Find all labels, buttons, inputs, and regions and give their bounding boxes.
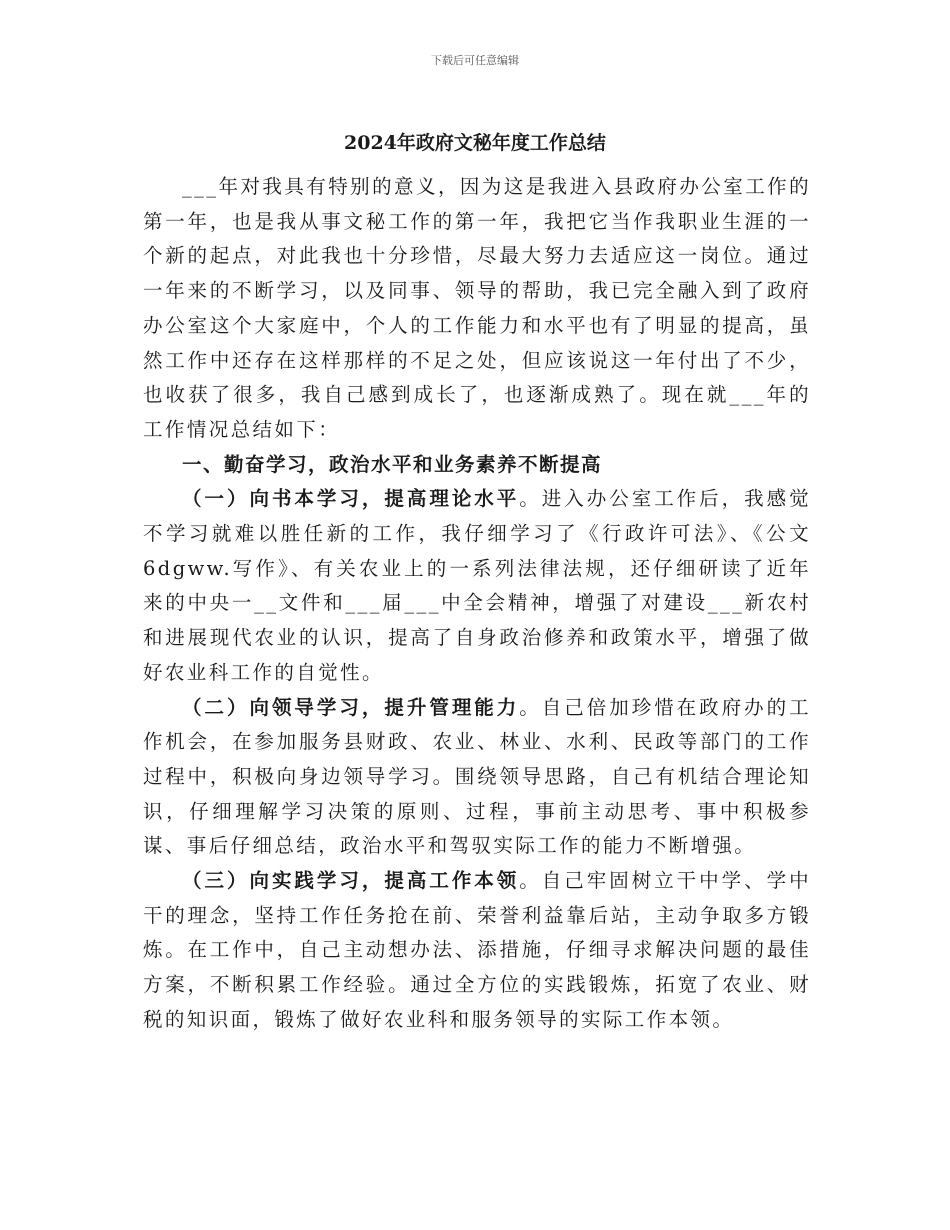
item-lead: （二）向领导学习，提升管理能力 — [182, 695, 520, 719]
item-lead: （三）向实践学习，提高工作本领 — [182, 869, 520, 893]
document-body — [143, 170, 811, 1038]
document-title: 2024年政府文秘年度工作总结 — [344, 132, 606, 154]
section-heading: 一、勤奋学习，政治水平和业务素养不断提高 — [182, 452, 603, 476]
page-header: 下载后可任意编辑 — [431, 54, 519, 67]
section-item-paragraph — [143, 482, 811, 690]
section-item-paragraph — [143, 691, 811, 865]
item-text: 。进入办公室工作后，我感觉不学习就难以胜任新的工作，我仔细学习了《行政许可法》、《公文6dgww.写作》、有关农业上的一系列法律法规，还仔细研读了近年来的中央一__文件和___届___中全会精神，增强了对建设___新农村和进展现代农业的认识，提高了自身政治修养和政策水平，增强了做好农业科工作的自觉性。 — [143, 487, 811, 684]
section-item-paragraph — [143, 864, 811, 1038]
item-text: 。自己牢固树立干中学、学中干的理念，坚持工作任务抢在前、荣誉利益靠后站，主动争取多方锻炼。在工作中，自己主动想办法、添措施，仔细寻求解决问题的最佳方案，不断积累工作经验。通过全方位的实践锻炼，拓宽了农业、财税的知识面，锻炼了做好农业科和服务领导的实际工作本领。 — [143, 869, 811, 1031]
intro-paragraph: ___年对我具有特别的意义，因为这是我进入县政府办公室工作的第一年，也是我从事文秘工作的第一年，我把它当作我职业生涯的一个新的起点，对此我也十分珍惜，尽最大努力去适应这一岗位。通过一年来的不断学习，以及同事、领导的帮助，我已完全融入到了政府办公室这个大家庭中，个人的工作能力和水平也有了明显的提高，虽然工作中还存在这样那样的不足之处，但应该说这一年付出了不少，也收获了很多，我自己感到成长了，也逐渐成熟了。现在就___年的工作情况总结如下： — [143, 175, 811, 441]
item-lead: （一）向书本学习，提高理论水平 — [182, 487, 520, 511]
item-text: 。自己倍加珍惜在政府办的工作机会，在参加服务县财政、农业、林业、水利、民政等部门的工作过程中，积极向身边领导学习。围绕领导思路，自己有机结合理论知识，仔细理解学习决策的原则、过程，事前主动思考、事中积极参谋、事后仔细总结，政治水平和驾驭实际工作的能力不断增强。 — [143, 695, 811, 858]
